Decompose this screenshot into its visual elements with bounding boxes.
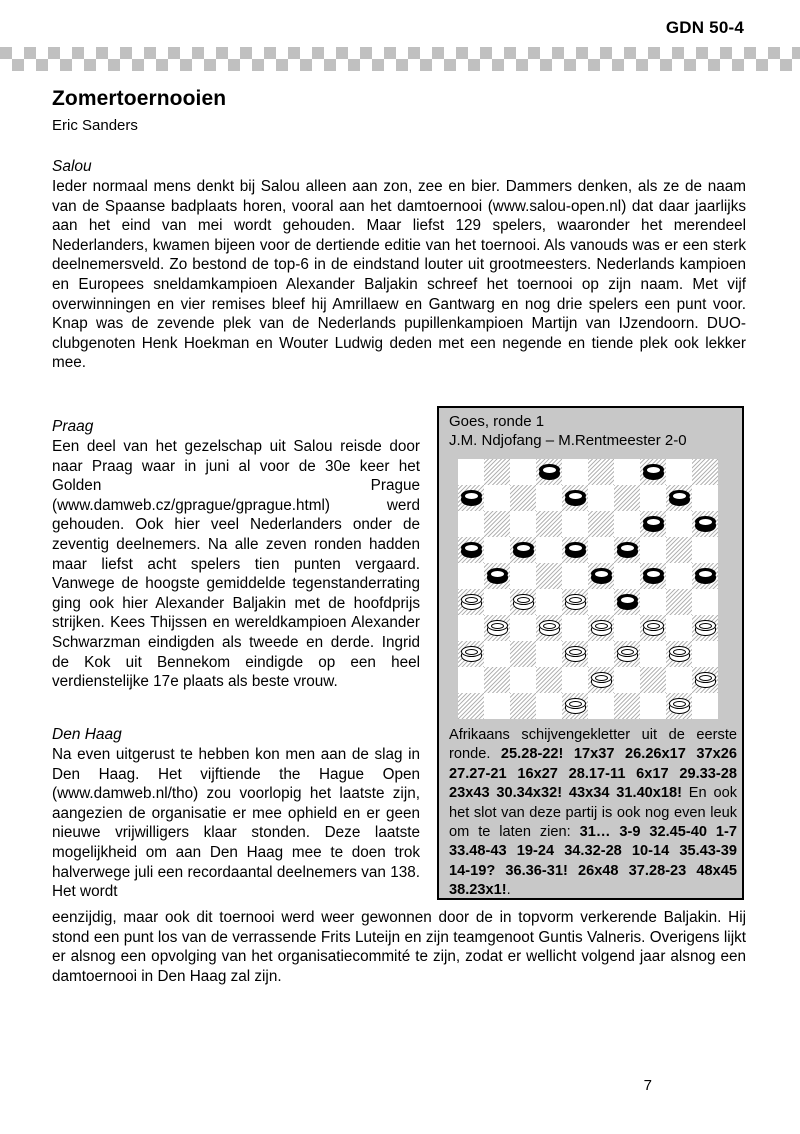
checker-cell	[192, 59, 204, 71]
checker-cell	[336, 59, 348, 71]
board-square-light	[640, 537, 666, 563]
board-square-light	[666, 667, 692, 693]
checker-cell	[240, 59, 252, 71]
checker-cell	[144, 59, 156, 71]
board-square-14	[640, 511, 666, 537]
board-square-light	[640, 589, 666, 615]
checker-cell	[420, 59, 432, 71]
checker-cell	[216, 47, 228, 59]
board-square-4	[640, 459, 666, 485]
checker-cell	[576, 59, 588, 71]
analysis-moves-2: 31… 3-9 32.45-40 1-7 33.48-43 19-24 34.32-28 10-14 35.43-39 14-19? 36.36-31! 26x48 37.28-23 48x45 38.23x1!	[449, 824, 737, 899]
checker-cell	[492, 47, 504, 59]
checker-cell	[252, 59, 264, 71]
checker-cell	[756, 47, 768, 59]
checker-cell	[324, 59, 336, 71]
checker-cell	[696, 47, 708, 59]
checker-cell	[204, 59, 216, 71]
board-square-light	[640, 693, 666, 719]
board-square-39	[614, 641, 640, 667]
checker-cell	[288, 47, 300, 59]
checker-cell	[612, 59, 624, 71]
board-square-50	[666, 693, 692, 719]
section-heading-salou: Salou	[52, 158, 92, 175]
board-square-13	[588, 511, 614, 537]
checker-cell	[276, 47, 288, 59]
board-square-42	[536, 667, 562, 693]
black-piece	[617, 542, 638, 558]
black-piece	[513, 542, 534, 558]
section-heading-den-haag: Den Haag	[52, 726, 122, 743]
black-piece	[695, 568, 716, 584]
board-square-light	[484, 537, 510, 563]
checker-cell	[432, 47, 444, 59]
checker-cell	[636, 59, 648, 71]
diagram-analysis-text	[449, 726, 737, 901]
checker-cell	[132, 59, 144, 71]
board-square-26	[458, 589, 484, 615]
diagram-caption-event: Goes, ronde 1	[449, 413, 545, 430]
board-square-light	[666, 511, 692, 537]
checker-cell	[336, 47, 348, 59]
section-body-salou: Ieder normaal mens denkt bij Salou alleen aan zon, zee en bier. Dammers denken, als ze de naam van de Spaanse badplaats horen, vooral aan het damtoernooi (www.salou-open.nl) dat daar jaarlijks aan het eind van mei wordt gehouden. Maar liefst 129 spelers, waaronder het merendeel Nederlanders, kwamen bijeen voor de dertiende editie van het toernooi. Als vanouds was er een sterk deelnemersveld. Zo bestond de top-6 in de eindstand louter uit grootmeesters. Nederlands kampioen en Europees sneldamkampioen Alexander Baljakin schreef het toernooi op zijn naam. Met vijf overwinningen en vier remises bleef hij Amrillaew en Gantwarg en nog drie spelers een punt voor. Knap was de zevende plek van de Nederlands pupillenkampioen Martijn van IJzendoorn. DUO-clubgenoten Henk Hoekman en Wouter Ludwig deden met een negende en tiende plek ook lekker mee.	[52, 178, 746, 372]
checker-cell	[84, 47, 96, 59]
checker-cell	[456, 59, 468, 71]
board-square-8	[562, 485, 588, 511]
checker-cell	[564, 47, 576, 59]
checker-cell	[636, 47, 648, 59]
board-square-light	[562, 667, 588, 693]
checker-cell	[492, 59, 504, 71]
checker-cell	[444, 47, 456, 59]
checker-cell	[156, 47, 168, 59]
checker-cell	[504, 59, 516, 71]
board-square-light	[588, 693, 614, 719]
board-square-17	[510, 537, 536, 563]
board-square-light	[536, 485, 562, 511]
analysis-moves-1: 25.28-22! 17x37 26.26x17 37x26 27.27-21 16x27 28.17-11 6x17 29.33-28 23x43 30.34x32! 43x34 31.40x18!	[449, 746, 738, 802]
checker-cell	[300, 59, 312, 71]
checker-cell	[468, 47, 480, 59]
checker-cell	[384, 47, 396, 59]
board-square-1	[484, 459, 510, 485]
checker-cell	[768, 59, 780, 71]
checker-cell	[300, 47, 312, 59]
checker-cell	[228, 59, 240, 71]
board-square-43	[588, 667, 614, 693]
board-square-25	[692, 563, 718, 589]
checker-cell	[60, 59, 72, 71]
white-piece	[487, 620, 508, 636]
white-piece	[565, 698, 586, 714]
board-square-light	[562, 511, 588, 537]
checker-cell	[576, 47, 588, 59]
white-piece	[643, 620, 664, 636]
checker-cell	[516, 59, 528, 71]
board-square-20	[666, 537, 692, 563]
black-piece	[565, 490, 586, 506]
checker-cell	[528, 59, 540, 71]
board-square-light	[536, 537, 562, 563]
checker-cell	[744, 59, 756, 71]
checker-cell	[504, 47, 516, 59]
checker-cell	[96, 59, 108, 71]
checker-cell	[120, 47, 132, 59]
white-piece	[695, 620, 716, 636]
board-square-light	[614, 459, 640, 485]
board-square-light	[562, 563, 588, 589]
board-square-44	[640, 667, 666, 693]
board-square-light	[614, 511, 640, 537]
white-piece	[669, 698, 690, 714]
analysis-period: .	[506, 882, 511, 899]
section-salou	[52, 158, 746, 373]
checker-cell	[444, 59, 456, 71]
white-piece	[513, 594, 534, 610]
checker-cell	[84, 59, 96, 71]
section-praag	[52, 418, 420, 692]
board-square-30	[666, 589, 692, 615]
checker-row	[0, 59, 800, 71]
white-piece	[695, 672, 716, 688]
checker-cell	[672, 59, 684, 71]
board-square-23	[588, 563, 614, 589]
section-body-closing: eenzijdig, maar ook dit toernooi werd weer gewonnen door de in topvorm verkerende Baljakin. Hij stond een punt los van de verrassende Frits Luteijn en zijn teamgenoot Guntis Valneris. Overigens lijkt er alsnog een opvolging van het organisatiecommité te zijn, zodat er wellicht volgend jaar alsnog een damtoernooi in Den Haag zal zijn.	[52, 909, 746, 985]
board-square-45	[692, 667, 718, 693]
checker-cell	[408, 59, 420, 71]
checker-cell	[552, 47, 564, 59]
board-square-light	[510, 667, 536, 693]
checkered-divider	[0, 47, 800, 71]
checker-cell	[480, 59, 492, 71]
black-piece	[643, 568, 664, 584]
checker-cell	[780, 59, 792, 71]
checker-cell	[780, 47, 792, 59]
board-square-18	[562, 537, 588, 563]
checker-cell	[372, 47, 384, 59]
board-square-light	[484, 589, 510, 615]
checker-cell	[384, 59, 396, 71]
checker-cell	[468, 59, 480, 71]
checker-cell	[120, 59, 132, 71]
checker-cell	[168, 47, 180, 59]
checker-cell	[24, 59, 36, 71]
analysis-comment: En ook het slot van deze partij is ook nog even leuk om te laten zien:	[449, 785, 737, 841]
checker-cell	[108, 47, 120, 59]
checker-cell	[684, 47, 696, 59]
checker-cell	[540, 59, 552, 71]
black-piece	[461, 490, 482, 506]
checker-cell	[612, 47, 624, 59]
checker-cell	[588, 59, 600, 71]
checker-cell	[744, 47, 756, 59]
board-square-light	[666, 615, 692, 641]
checker-cell	[624, 59, 636, 71]
checker-cell	[696, 59, 708, 71]
board-square-10	[666, 485, 692, 511]
board-square-28	[562, 589, 588, 615]
checker-cell	[720, 47, 732, 59]
black-piece	[669, 490, 690, 506]
issue-header: GDN 50-4	[665, 18, 744, 37]
board-square-light	[458, 615, 484, 641]
checker-cell	[156, 59, 168, 71]
board-square-31	[484, 615, 510, 641]
board-square-light	[562, 459, 588, 485]
diagram-caption	[449, 412, 735, 450]
checker-cell	[420, 47, 432, 59]
board-square-6	[458, 485, 484, 511]
game-diagram-panel	[437, 406, 744, 900]
black-piece	[643, 464, 664, 480]
board-square-47	[510, 693, 536, 719]
board-square-light	[666, 563, 692, 589]
black-piece	[461, 542, 482, 558]
board-square-19	[614, 537, 640, 563]
section-heading-praag: Praag	[52, 418, 94, 435]
board-square-light	[692, 589, 718, 615]
white-piece	[461, 594, 482, 610]
checker-cell	[432, 59, 444, 71]
board-square-light	[562, 615, 588, 641]
board-square-11	[484, 511, 510, 537]
board-square-light	[588, 537, 614, 563]
checker-cell	[48, 59, 60, 71]
checker-cell	[708, 47, 720, 59]
black-piece	[643, 516, 664, 532]
board-square-29	[614, 589, 640, 615]
checker-cell	[660, 59, 672, 71]
checker-cell	[168, 59, 180, 71]
board-square-41	[484, 667, 510, 693]
board-square-46	[458, 693, 484, 719]
checker-cell	[456, 47, 468, 59]
board-square-light	[640, 641, 666, 667]
board-square-33	[588, 615, 614, 641]
checker-cell	[96, 47, 108, 59]
checker-cell	[660, 47, 672, 59]
page-number: 7	[643, 1077, 652, 1094]
checker-cell	[264, 59, 276, 71]
board-square-34	[640, 615, 666, 641]
board-square-48	[562, 693, 588, 719]
checker-cell	[408, 47, 420, 59]
checker-cell	[708, 59, 720, 71]
checker-cell	[600, 59, 612, 71]
board-square-15	[692, 511, 718, 537]
board-square-2	[536, 459, 562, 485]
board-square-light	[484, 693, 510, 719]
checker-cell	[312, 59, 324, 71]
checker-cell	[72, 47, 84, 59]
checker-cell	[360, 59, 372, 71]
black-piece	[591, 568, 612, 584]
section-closing	[52, 908, 746, 986]
checker-cell	[312, 47, 324, 59]
white-piece	[591, 620, 612, 636]
board-square-light	[614, 667, 640, 693]
black-piece	[487, 568, 508, 584]
board-square-light	[588, 641, 614, 667]
checker-cell	[252, 47, 264, 59]
checker-cell	[792, 59, 800, 71]
checker-cell	[768, 47, 780, 59]
black-piece	[617, 594, 638, 610]
checker-cell	[48, 47, 60, 59]
checker-cell	[180, 47, 192, 59]
checker-cell	[540, 47, 552, 59]
checker-cell	[552, 59, 564, 71]
board-square-16	[458, 537, 484, 563]
section-body-den-haag: Na even uitgerust te hebben kon men aan de slag in Den Haag. Het vijftiende the Hague Open (www.damweb.nl/tho) zou voorlopig het laatste zijn, aangezien de organisatie er mee ophield en er geen nieuwe vrijwilligers klaar stonden. Deze laatste mogelijkheid om aan Den Haag mee te doen trok halverwege juli een recordaantal deelnemers van 138. Het wordt	[52, 746, 420, 901]
checker-cell	[372, 59, 384, 71]
white-piece	[591, 672, 612, 688]
checker-cell	[684, 59, 696, 71]
board-square-37	[510, 641, 536, 667]
checker-cell	[216, 59, 228, 71]
board-square-light	[536, 641, 562, 667]
white-piece	[539, 620, 560, 636]
board-square-light	[692, 641, 718, 667]
checker-cell	[240, 47, 252, 59]
board-square-light	[458, 667, 484, 693]
section-den-haag	[52, 726, 420, 902]
checker-cell	[276, 59, 288, 71]
checker-cell	[720, 59, 732, 71]
board-square-light	[692, 537, 718, 563]
board-square-light	[484, 485, 510, 511]
article-author: Eric Sanders	[52, 117, 138, 134]
checker-cell	[60, 47, 72, 59]
checker-row	[0, 47, 800, 59]
board-square-light	[614, 615, 640, 641]
checker-cell	[288, 59, 300, 71]
board-square-12	[536, 511, 562, 537]
checker-cell	[648, 47, 660, 59]
black-piece	[539, 464, 560, 480]
board-square-light	[510, 459, 536, 485]
board-square-light	[484, 641, 510, 667]
checker-cell	[564, 59, 576, 71]
board-square-light	[536, 589, 562, 615]
checker-cell	[0, 59, 12, 71]
board-square-light	[588, 589, 614, 615]
checker-cell	[12, 47, 24, 59]
checker-cell	[756, 59, 768, 71]
board-square-light	[510, 563, 536, 589]
board-square-light	[510, 511, 536, 537]
black-piece	[565, 542, 586, 558]
section-body-praag: Een deel van het gezelschap uit Salou reisde door naar Praag waar in juni al voor de 30e keer het Golden Prague (www.damweb.cz/gprague/gprague.html) werd gehouden. Ook hier veel Nederlanders onder de zeventig deelnemers. Na alle zeven ronden hadden maar liefst acht spelers tien punten vergaard. Vanwege de hoogste gemiddelde tegenstanderrating ging ook hier Alexander Baljakin met de hoofdprijs strijken. Kees Thijssen en wereldkampioen Alexander Schwarzman eindigden als tweede en derde. Ingrid de Kok uit Bennekom eindigde op een heel verdienstelijke 17e plaats als beste vrouw.	[52, 438, 420, 691]
board-square-22	[536, 563, 562, 589]
white-piece	[461, 646, 482, 662]
diagram-caption-players: J.M. Ndjofang – M.Rentmeester 2-0	[449, 432, 687, 449]
checker-cell	[732, 47, 744, 59]
board-square-40	[666, 641, 692, 667]
checker-cell	[588, 47, 600, 59]
checker-cell	[204, 47, 216, 59]
board-square-light	[458, 459, 484, 485]
board-square-light	[458, 511, 484, 537]
checker-cell	[732, 59, 744, 71]
board-square-36	[458, 641, 484, 667]
board-square-38	[562, 641, 588, 667]
board-square-49	[614, 693, 640, 719]
board-square-9	[614, 485, 640, 511]
checker-cell	[0, 47, 12, 59]
board-square-light	[458, 563, 484, 589]
checker-cell	[648, 59, 660, 71]
checker-cell	[348, 59, 360, 71]
board-square-5	[692, 459, 718, 485]
checker-cell	[180, 59, 192, 71]
board-square-light	[588, 485, 614, 511]
checker-cell	[108, 59, 120, 71]
white-piece	[669, 646, 690, 662]
checker-cell	[12, 59, 24, 71]
board-square-light	[692, 693, 718, 719]
checker-cell	[360, 47, 372, 59]
board-square-3	[588, 459, 614, 485]
checker-cell	[480, 47, 492, 59]
board-square-21	[484, 563, 510, 589]
checker-cell	[600, 47, 612, 59]
black-piece	[695, 516, 716, 532]
white-piece	[565, 594, 586, 610]
checker-cell	[36, 59, 48, 71]
checker-cell	[72, 59, 84, 71]
board-square-7	[510, 485, 536, 511]
checker-cell	[192, 47, 204, 59]
checker-cell	[672, 47, 684, 59]
board-square-light	[614, 563, 640, 589]
checker-cell	[324, 47, 336, 59]
checker-cell	[348, 47, 360, 59]
checker-cell	[516, 47, 528, 59]
board-square-32	[536, 615, 562, 641]
page-title: Zomertoernooien	[52, 87, 227, 110]
white-piece	[565, 646, 586, 662]
checker-cell	[144, 47, 156, 59]
board-square-27	[510, 589, 536, 615]
checker-cell	[528, 47, 540, 59]
analysis-intro: Afrikaans schijvengekletter uit de eerste ronde.	[449, 727, 737, 763]
checker-cell	[228, 47, 240, 59]
checker-cell	[36, 47, 48, 59]
board-square-light	[640, 485, 666, 511]
board-square-light	[666, 459, 692, 485]
board-square-light	[510, 615, 536, 641]
white-piece	[617, 646, 638, 662]
board-square-35	[692, 615, 718, 641]
checker-cell	[396, 47, 408, 59]
board-square-light	[692, 485, 718, 511]
draughts-board	[458, 459, 718, 719]
checker-cell	[792, 47, 800, 59]
board-square-24	[640, 563, 666, 589]
checker-cell	[396, 59, 408, 71]
checker-cell	[264, 47, 276, 59]
checker-cell	[132, 47, 144, 59]
board-square-light	[536, 693, 562, 719]
checker-cell	[624, 47, 636, 59]
checker-cell	[24, 47, 36, 59]
